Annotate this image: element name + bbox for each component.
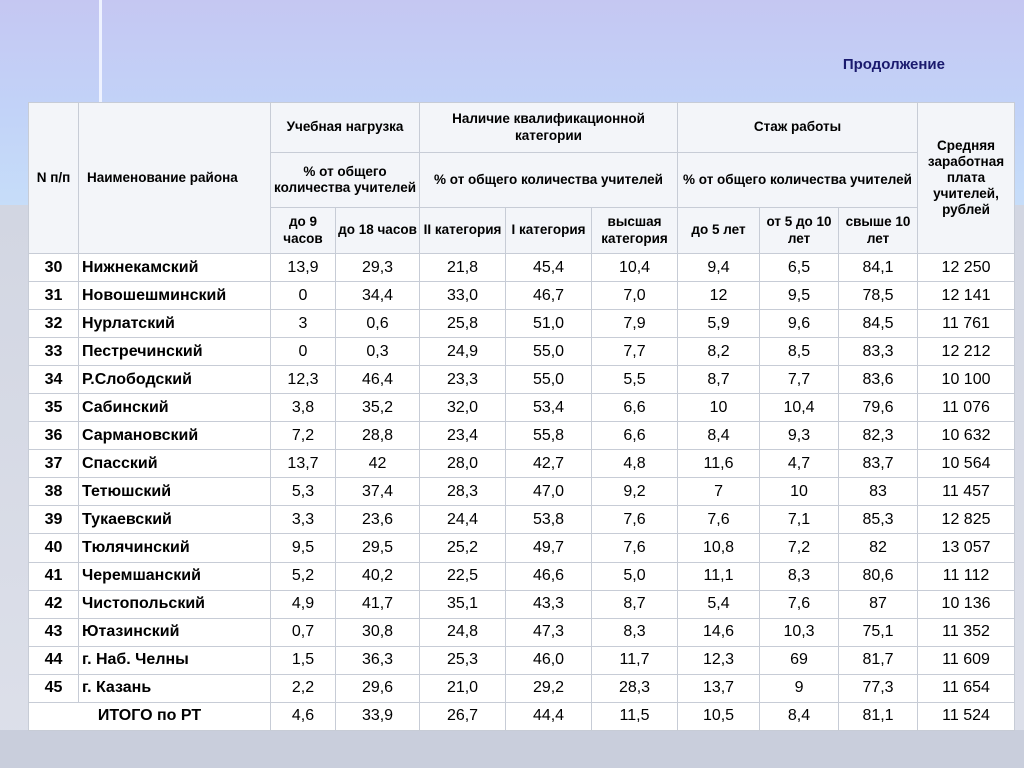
table-row <box>29 534 1015 562</box>
total-cell-cathigh: 11,5 <box>592 702 678 730</box>
cell-load-9h: 2,2 <box>271 674 336 702</box>
cell-load-18h: 0,3 <box>336 338 420 366</box>
total-label: ИТОГО по РТ <box>29 702 271 730</box>
header-qualification-col: высшая категория <box>592 208 678 254</box>
table-row <box>29 338 1015 366</box>
header-qualification: Наличие квалификационной категории <box>420 103 678 153</box>
cell-exp-over-10: 83,3 <box>839 338 918 366</box>
cell-load-18h: 0,6 <box>336 310 420 338</box>
cell-exp-under-5: 12,3 <box>678 646 760 674</box>
cell-category-2: 32,0 <box>420 394 506 422</box>
cell-category-2: 33,0 <box>420 282 506 310</box>
cell-load-18h: 23,6 <box>336 506 420 534</box>
cell-exp-5-10: 69 <box>760 646 839 674</box>
row-number: 41 <box>29 562 79 590</box>
cell-load-9h: 0 <box>271 338 336 366</box>
cell-load-18h: 41,7 <box>336 590 420 618</box>
cell-salary: 13 057 <box>918 534 1015 562</box>
cell-exp-over-10: 87 <box>839 590 918 618</box>
cell-exp-under-5: 13,7 <box>678 674 760 702</box>
cell-category-high: 6,6 <box>592 394 678 422</box>
cell-salary: 11 112 <box>918 562 1015 590</box>
cell-load-18h: 29,3 <box>336 254 420 282</box>
cell-load-9h: 5,3 <box>271 478 336 506</box>
total-cell-cat1: 44,4 <box>506 702 592 730</box>
cell-salary: 11 609 <box>918 646 1015 674</box>
header-experience: Стаж работы <box>678 103 918 153</box>
district-name: Нурлатский <box>79 310 271 338</box>
cell-category-2: 25,3 <box>420 646 506 674</box>
cell-category-high: 8,7 <box>592 590 678 618</box>
district-name: Сармановский <box>79 422 271 450</box>
row-number: 42 <box>29 590 79 618</box>
cell-category-1: 29,2 <box>506 674 592 702</box>
cell-category-high: 10,4 <box>592 254 678 282</box>
row-number: 44 <box>29 646 79 674</box>
cell-exp-5-10: 8,5 <box>760 338 839 366</box>
cell-category-1: 46,6 <box>506 562 592 590</box>
cell-exp-over-10: 83,6 <box>839 366 918 394</box>
row-number: 34 <box>29 366 79 394</box>
cell-salary: 10 136 <box>918 590 1015 618</box>
header-num: N п/п <box>29 103 79 254</box>
row-number: 33 <box>29 338 79 366</box>
cell-load-9h: 13,9 <box>271 254 336 282</box>
district-name: Тюлячинский <box>79 534 271 562</box>
cell-exp-under-5: 12 <box>678 282 760 310</box>
cell-exp-over-10: 83 <box>839 478 918 506</box>
cell-category-2: 25,8 <box>420 310 506 338</box>
header-load-col: до 18 часов <box>336 208 420 254</box>
cell-category-high: 8,3 <box>592 618 678 646</box>
continuation-label: Продолжение <box>842 56 945 73</box>
cell-category-2: 22,5 <box>420 562 506 590</box>
district-name: Новошешминский <box>79 282 271 310</box>
cell-category-1: 51,0 <box>506 310 592 338</box>
cell-category-2: 23,4 <box>420 422 506 450</box>
cell-salary: 11 076 <box>918 394 1015 422</box>
cell-category-2: 21,0 <box>420 674 506 702</box>
cell-load-9h: 5,2 <box>271 562 336 590</box>
row-number: 38 <box>29 478 79 506</box>
cell-exp-over-10: 84,1 <box>839 254 918 282</box>
total-cell-exp10: 81,1 <box>839 702 918 730</box>
cell-exp-under-5: 10 <box>678 394 760 422</box>
table-row <box>29 310 1015 338</box>
cell-category-2: 23,3 <box>420 366 506 394</box>
cell-category-1: 53,4 <box>506 394 592 422</box>
cell-load-18h: 42 <box>336 450 420 478</box>
cell-exp-under-5: 9,4 <box>678 254 760 282</box>
row-number: 45 <box>29 674 79 702</box>
header-experience-col: от 5 до 10 лет <box>760 208 839 254</box>
district-statistics-table <box>28 102 1015 731</box>
header-experience-col: свыше 10 лет <box>839 208 918 254</box>
cell-load-18h: 37,4 <box>336 478 420 506</box>
cell-category-1: 55,8 <box>506 422 592 450</box>
cell-exp-5-10: 7,7 <box>760 366 839 394</box>
cell-exp-5-10: 9,6 <box>760 310 839 338</box>
cell-category-2: 24,4 <box>420 506 506 534</box>
cell-category-1: 49,7 <box>506 534 592 562</box>
header-experience-sub: % от общего количества учителей <box>678 153 918 208</box>
district-name: Нижнекамский <box>79 254 271 282</box>
cell-category-1: 43,3 <box>506 590 592 618</box>
district-name: Тетюшский <box>79 478 271 506</box>
table-row <box>29 478 1015 506</box>
cell-load-18h: 29,5 <box>336 534 420 562</box>
row-number: 37 <box>29 450 79 478</box>
cell-exp-over-10: 79,6 <box>839 394 918 422</box>
cell-exp-5-10: 4,7 <box>760 450 839 478</box>
cell-salary: 12 212 <box>918 338 1015 366</box>
cell-category-high: 9,2 <box>592 478 678 506</box>
total-cell-cat2: 26,7 <box>420 702 506 730</box>
cell-category-1: 55,0 <box>506 338 592 366</box>
cell-category-high: 7,6 <box>592 506 678 534</box>
cell-load-18h: 30,8 <box>336 618 420 646</box>
cell-category-2: 24,8 <box>420 618 506 646</box>
cell-category-high: 7,6 <box>592 534 678 562</box>
cell-category-1: 46,0 <box>506 646 592 674</box>
cell-load-18h: 28,8 <box>336 422 420 450</box>
cell-exp-under-5: 8,2 <box>678 338 760 366</box>
cell-salary: 10 632 <box>918 422 1015 450</box>
total-cell-exp5: 10,5 <box>678 702 760 730</box>
cell-exp-under-5: 8,7 <box>678 366 760 394</box>
cell-category-high: 6,6 <box>592 422 678 450</box>
row-number: 36 <box>29 422 79 450</box>
cell-salary: 11 352 <box>918 618 1015 646</box>
row-number: 32 <box>29 310 79 338</box>
header-experience-col: до 5 лет <box>678 208 760 254</box>
cell-exp-under-5: 7,6 <box>678 506 760 534</box>
row-number: 40 <box>29 534 79 562</box>
cell-exp-5-10: 10,4 <box>760 394 839 422</box>
header-qualification-col: I категория <box>506 208 592 254</box>
cell-exp-over-10: 75,1 <box>839 618 918 646</box>
cell-exp-under-5: 14,6 <box>678 618 760 646</box>
cell-load-18h: 29,6 <box>336 674 420 702</box>
table-row <box>29 422 1015 450</box>
header-qualification-sub: % от общего количества учителей <box>420 153 678 208</box>
district-name: Тукаевский <box>79 506 271 534</box>
cell-category-1: 53,8 <box>506 506 592 534</box>
cell-category-high: 7,9 <box>592 310 678 338</box>
header-district: Наименование района <box>79 103 271 254</box>
cell-load-9h: 3,8 <box>271 394 336 422</box>
table-row <box>29 282 1015 310</box>
cell-category-1: 45,4 <box>506 254 592 282</box>
row-number: 31 <box>29 282 79 310</box>
bottom-band <box>0 730 1024 768</box>
cell-load-9h: 7,2 <box>271 422 336 450</box>
table-header <box>29 103 1015 254</box>
header-load-col: до 9 часов <box>271 208 336 254</box>
header-load: Учебная нагрузка <box>271 103 420 153</box>
district-name: Черемшанский <box>79 562 271 590</box>
row-number: 30 <box>29 254 79 282</box>
cell-load-9h: 3,3 <box>271 506 336 534</box>
cell-load-18h: 46,4 <box>336 366 420 394</box>
table-row <box>29 450 1015 478</box>
cell-exp-5-10: 9 <box>760 674 839 702</box>
cell-exp-5-10: 6,5 <box>760 254 839 282</box>
cell-category-high: 7,7 <box>592 338 678 366</box>
district-name: Чистопольский <box>79 590 271 618</box>
cell-exp-5-10: 10 <box>760 478 839 506</box>
cell-exp-over-10: 83,7 <box>839 450 918 478</box>
cell-load-18h: 35,2 <box>336 394 420 422</box>
cell-exp-5-10: 10,3 <box>760 618 839 646</box>
cell-exp-over-10: 81,7 <box>839 646 918 674</box>
district-name: Спасский <box>79 450 271 478</box>
total-cell-h18: 33,9 <box>336 702 420 730</box>
table-row <box>29 506 1015 534</box>
cell-load-18h: 36,3 <box>336 646 420 674</box>
cell-load-9h: 13,7 <box>271 450 336 478</box>
table-row <box>29 618 1015 646</box>
table-row <box>29 674 1015 702</box>
cell-exp-5-10: 9,5 <box>760 282 839 310</box>
table-row <box>29 590 1015 618</box>
table-row <box>29 254 1015 282</box>
cell-category-high: 5,0 <box>592 562 678 590</box>
cell-exp-under-5: 11,6 <box>678 450 760 478</box>
cell-salary: 12 141 <box>918 282 1015 310</box>
cell-salary: 10 564 <box>918 450 1015 478</box>
cell-load-9h: 0 <box>271 282 336 310</box>
cell-exp-under-5: 10,8 <box>678 534 760 562</box>
cell-category-2: 35,1 <box>420 590 506 618</box>
cell-salary: 11 457 <box>918 478 1015 506</box>
cell-salary: 11 761 <box>918 310 1015 338</box>
cell-exp-over-10: 82 <box>839 534 918 562</box>
table-row <box>29 562 1015 590</box>
total-row <box>29 702 1015 730</box>
cell-exp-over-10: 77,3 <box>839 674 918 702</box>
table-row <box>29 366 1015 394</box>
cell-exp-over-10: 84,5 <box>839 310 918 338</box>
cell-salary: 10 100 <box>918 366 1015 394</box>
district-name: г. Казань <box>79 674 271 702</box>
cell-category-1: 42,7 <box>506 450 592 478</box>
cell-exp-5-10: 7,2 <box>760 534 839 562</box>
header-qualification-col: II категория <box>420 208 506 254</box>
cell-category-high: 11,7 <box>592 646 678 674</box>
cell-load-9h: 3 <box>271 310 336 338</box>
cell-exp-5-10: 7,6 <box>760 590 839 618</box>
district-name: Ютазинский <box>79 618 271 646</box>
cell-salary: 12 825 <box>918 506 1015 534</box>
header-load-sub: % от общего количества учителей <box>271 153 420 208</box>
cell-salary: 11 654 <box>918 674 1015 702</box>
total-cell-exp5-10: 8,4 <box>760 702 839 730</box>
cell-load-9h: 9,5 <box>271 534 336 562</box>
row-number: 35 <box>29 394 79 422</box>
row-number: 39 <box>29 506 79 534</box>
decorative-stripe <box>99 0 102 103</box>
cell-exp-5-10: 8,3 <box>760 562 839 590</box>
cell-category-1: 47,0 <box>506 478 592 506</box>
cell-category-1: 55,0 <box>506 366 592 394</box>
cell-exp-over-10: 80,6 <box>839 562 918 590</box>
cell-category-1: 46,7 <box>506 282 592 310</box>
cell-load-18h: 40,2 <box>336 562 420 590</box>
cell-exp-under-5: 11,1 <box>678 562 760 590</box>
district-name: Р.Слободский <box>79 366 271 394</box>
cell-exp-over-10: 78,5 <box>839 282 918 310</box>
cell-load-9h: 0,7 <box>271 618 336 646</box>
table-body <box>29 254 1015 731</box>
cell-category-2: 28,3 <box>420 478 506 506</box>
cell-load-18h: 34,4 <box>336 282 420 310</box>
cell-exp-5-10: 7,1 <box>760 506 839 534</box>
cell-load-9h: 12,3 <box>271 366 336 394</box>
district-name: Пестречинский <box>79 338 271 366</box>
cell-exp-under-5: 8,4 <box>678 422 760 450</box>
cell-salary: 12 250 <box>918 254 1015 282</box>
cell-category-2: 24,9 <box>420 338 506 366</box>
cell-load-9h: 1,5 <box>271 646 336 674</box>
total-cell-salary: 11 524 <box>918 702 1015 730</box>
cell-category-1: 47,3 <box>506 618 592 646</box>
district-name: г. Наб. Челны <box>79 646 271 674</box>
cell-category-2: 25,2 <box>420 534 506 562</box>
cell-exp-over-10: 82,3 <box>839 422 918 450</box>
cell-category-high: 5,5 <box>592 366 678 394</box>
cell-category-high: 4,8 <box>592 450 678 478</box>
cell-load-9h: 4,9 <box>271 590 336 618</box>
cell-category-high: 7,0 <box>592 282 678 310</box>
total-cell-h9: 4,6 <box>271 702 336 730</box>
cell-category-high: 28,3 <box>592 674 678 702</box>
district-name: Сабинский <box>79 394 271 422</box>
cell-exp-over-10: 85,3 <box>839 506 918 534</box>
cell-exp-under-5: 5,9 <box>678 310 760 338</box>
header-salary: Средняя заработная плата учителей, рублей <box>918 103 1015 254</box>
table-row <box>29 394 1015 422</box>
cell-exp-5-10: 9,3 <box>760 422 839 450</box>
cell-exp-under-5: 7 <box>678 478 760 506</box>
table-row <box>29 646 1015 674</box>
cell-category-2: 21,8 <box>420 254 506 282</box>
cell-category-2: 28,0 <box>420 450 506 478</box>
cell-exp-under-5: 5,4 <box>678 590 760 618</box>
row-number: 43 <box>29 618 79 646</box>
